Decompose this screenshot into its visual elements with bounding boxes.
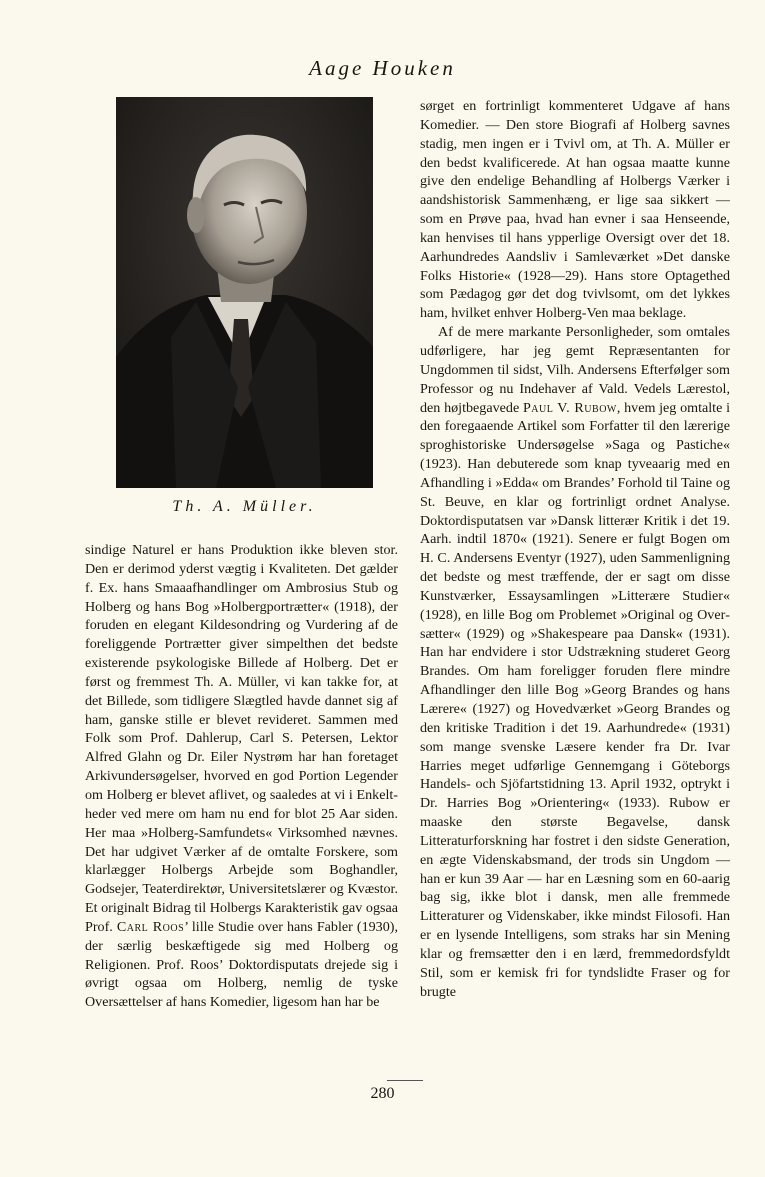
text-run: ’ lille Studie over hans Fabler (1930), der særlig beskæftigede sig med Holberg og Religionen. Prof. Roos’ Doktordisputats drejede sig i øvrigt ogsaa om Holberg, nemlig de tyske Oversættelser af hans Komedier, ligesom han har be [85,918,398,1011]
left-column [85,541,398,1012]
author-name-roos: Carl Roos [116,918,185,935]
running-head: Aage Houken [309,56,456,80]
body-paragraph [85,541,398,1012]
text-run: Af de mere markante Personligheder, som omtales udførligere, har jeg gemt Repræsentanten for Ungdommen til sidst, Vilh. Andersens Efterfølger som Professor og nu Indehaver af Vald. Vedels Lærestol, den højtbegavede [420,324,730,416]
footer-rule [387,1080,423,1081]
author-name-rubow: Paul V. Rubow [522,399,617,416]
text-run: , hvem jeg omtalte i den foregaaende Artikel som Forfatter til den lærerige sproghistoriske Undersøgelse »Saga og Pastiche« (1923). Han debuterede som knap tyveaarig med en Afhandling i »Edda« om Brandes’ Forhold til Taine og St. Beuve, en klar og fortrinligt ordnet Analyse. Doktordisputatsen var »Dansk litterær Kritik i det 19. Aarh. indtil 1870« (1921). Senere er fulgt Bogen om H. C. Andersens Eventyr (1927), uden Sammenligning det bedste og mest træffende, der er sagt om disse Kunstværker, Essaysamlingen »Litterære Studier« (1928), en lille Bog om Problemet »Original og Oversætter« (1929) og »Shakespeare paa Dansk« (1931). Han har endvidere i stor Udstrækning studeret Georg Brandes. Om ham foreligger foruden flere mindre Afhandlinger den lille Bog »Georg Brandes og hans Lærere« (1927) og Hovedværket »Georg Brandes og den kritiske Tradition i det 19. Aarhundrede« (1931) som mange svenske Læsere kender fra Dr. Ivar Harries meget udførlige Gennemgang i Göteborgs Handels- och Sjöfartstidning 13. April 1932, optrykt i Dr. Harries Bog »Orientering« (1933). Rubow er maaske den største Begavelse, dansk Litteraturforskning har fostret i den sidste Generation, en ægte Videnskabsmand, der trods sin Ungdom — han er kun 39 Aar — har en Læsning som en 60-aarig bag sig, ikke blot i dansk, men alle fremmede Litteraturer og Videnskaber, ikke mindst Filosofi. Han er en lysende Intelligens, som straks har sin Mening klar og fremsætter den i en lærd, fremmedordsfyldt Stil, som er kemisk fri for tyndslidte Fraser og for brugte [420,399,730,1000]
body-paragraph [420,323,730,1001]
text-run: sindige Naturel er hans Produktion ikke bleven stor. Den er derimod yderst vægtig i Kvaliteten. Det gælder f. Ex. hans Smaaafhandlinger om Ambrosius Stub og Holberg og hans Bog »Holbergportrætter« (1918), der foruden en elegant Kildesondring og Vurdering af de foreliggende Portrætter giver simpelthen det bedste existerende psykologiske Billede af Holberg. Det er først og fremmest Th. A. Müller, vi kan takke for, at det Billede, som tidligere Slægtled havde dannet sig af ham, ganske stille er blevet revideret. Sammen med Folk som Prof. Dahlerup, Carl S. Petersen, Lektor Alfred Glahn og Dr. Eiler Nystrøm har han foretaget Arkivundersøgelser, hvorved en god Portion Legender om Holberg er blevet aflivet, og saaledes at vi i Enkeltheder ved mere om ham nu end for blot 25 Aar siden. Her maa »Holberg-Samfundets« Virksomhed nævnes. Det har udgivet Værker af de omtalte Forskere, som klarlægger Holbergs Arbejde som Boghandler, Godsejer, Teaterdirektør, Universitetslærer og Kvæstor. Et originalt Bidrag til Holbergs Karakteristik gav ogsaa Prof. [85,542,398,935]
page-number: 280 [370,1085,395,1102]
photo-caption: Th. A. Müller. [172,498,317,515]
body-paragraph: sørget en fortrinligt kommenteret Udgave af hans Komedier. — Den store Biografi af Holberg savnes stadig, men ingen er i Tvivl om, at Th. A. Müller er den bedst kvalificerede. At han ogsaa maatte kunne give den endelige Behandling af Holbergs Værker i aandshistorisk Sammenhæng, er lige saa sikkert — som en Prøve paa, hvad han evner i saa Henseende, kan henvises til hans ypperlige Oversigt over det 18. Aarhundredes Aandsliv i Samleværket »Det danske Folks Historie« (1928—29). Hans store Optagethed som Pædagog gør det dog tvivlsomt, om det lykkes ham, hvilket enhver Holberg-Ven maa beklage. [420,98,730,322]
right-column [420,97,730,1002]
portrait-photo [116,97,373,488]
